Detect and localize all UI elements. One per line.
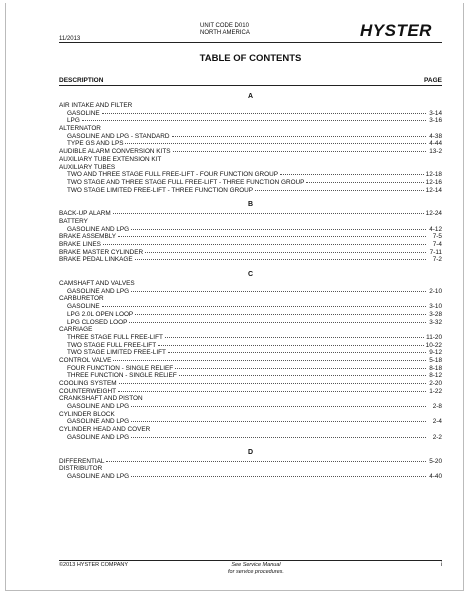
entry-page: 4-40	[429, 472, 442, 480]
entry-page: 2-4	[432, 418, 442, 426]
entry-page: 3-28	[429, 310, 442, 318]
entry-title: BATTERY	[59, 217, 88, 225]
toc-entry[interactable]	[59, 117, 442, 125]
entry-title: DISTRIBUTOR	[59, 465, 103, 473]
service-manual-note	[216, 562, 296, 575]
page-border-bottom	[5, 590, 464, 591]
entry-page: 8-18	[429, 364, 442, 372]
page-border-right	[463, 3, 464, 591]
toc-entry[interactable]	[59, 326, 442, 334]
entry-title: GASOLINE AND LPG	[67, 472, 130, 480]
entry-page: 12-16	[425, 178, 442, 186]
toc-entry[interactable]	[59, 465, 442, 473]
toc-entry[interactable]	[59, 280, 442, 288]
dot-leader	[135, 259, 426, 260]
entry-page: 7-2	[432, 256, 442, 264]
entry-page: 2-2	[432, 433, 442, 441]
toc-entry[interactable]	[59, 357, 442, 365]
toc-entry[interactable]	[59, 411, 442, 419]
entry-title: CYLINDER BLOCK	[59, 410, 115, 418]
toc-entry[interactable]	[59, 187, 442, 195]
toc-entry[interactable]	[59, 102, 442, 110]
toc-entry[interactable]	[59, 434, 442, 442]
entry-title: LPG CLOSED LOOP	[67, 318, 128, 326]
toc-entry[interactable]	[59, 171, 442, 179]
toc-entry[interactable]	[59, 233, 442, 241]
entry-page: 7-4	[432, 241, 442, 248]
dot-leader	[172, 136, 426, 137]
entry-title: LPG 2.0L OPEN LOOP	[67, 310, 134, 318]
entry-title: THREE FUNCTION - SINGLE RELIEF	[67, 372, 177, 380]
toc-entry[interactable]	[59, 226, 442, 234]
entry-title: GASOLINE	[67, 303, 100, 311]
toc-entry[interactable]	[59, 395, 442, 403]
toc-entry[interactable]	[59, 380, 442, 388]
region: NORTH AMERICA	[200, 30, 250, 36]
entry-page: 9-12	[429, 349, 442, 357]
entry-page: 1-22	[429, 387, 442, 395]
toc-entry[interactable]	[59, 140, 442, 148]
page-border-left	[5, 3, 6, 591]
dot-leader	[113, 360, 426, 361]
entry-title: TYPE GS AND LPS	[67, 140, 124, 148]
toc-entry[interactable]	[59, 311, 442, 319]
entry-title: LPG	[67, 117, 80, 125]
toc-entry[interactable]	[59, 156, 442, 164]
entry-title: FOUR FUNCTION - SINGLE RELIEF	[67, 364, 174, 372]
dot-leader	[131, 421, 426, 422]
column-header-rule	[59, 85, 442, 86]
section-letter: A	[247, 93, 254, 100]
entry-title: BRAKE ASSEMBLY	[59, 233, 117, 241]
entry-title: GASOLINE AND LPG	[67, 225, 130, 233]
unit-code-block	[200, 23, 310, 37]
unit-code: UNIT CODE D010	[200, 23, 249, 29]
dot-leader	[102, 113, 426, 114]
toc-entry[interactable]	[59, 148, 442, 156]
page-number: i	[440, 562, 442, 568]
entry-page: 7-11	[429, 248, 442, 256]
entry-page: 11-20	[426, 333, 442, 341]
entry-page: 7-5	[432, 233, 442, 241]
entry-title: ALTERNATOR	[59, 125, 101, 133]
toc-entry[interactable]	[59, 349, 442, 357]
entry-title: TWO STAGE LIMITED FREE-LIFT	[67, 349, 166, 357]
entry-page: 3-10	[429, 303, 442, 311]
dot-leader	[106, 461, 426, 462]
entry-title: BACK-UP ALARM	[59, 210, 111, 218]
entry-title: CRANKSHAFT AND PISTON	[59, 395, 143, 403]
dot-leader	[131, 291, 426, 292]
dot-leader	[145, 252, 426, 253]
entry-page: 5-18	[429, 356, 442, 364]
toc-entry[interactable]	[59, 210, 442, 218]
dot-leader	[173, 151, 426, 152]
entry-title: TWO STAGE AND THREE STAGE FULL FREE-LIFT - THREE FUNCTION GROUP	[67, 178, 305, 186]
note-line-1: See Service Manual	[231, 562, 281, 568]
issue-date: 11/2013	[59, 36, 81, 42]
entry-page: 3-14	[429, 109, 442, 117]
toc-entry[interactable]	[59, 179, 442, 187]
dot-leader	[168, 352, 426, 353]
toc-entry[interactable]	[59, 403, 442, 411]
toc-entry[interactable]	[59, 426, 442, 434]
entry-title: CAMSHAFT AND VALVES	[59, 280, 135, 288]
hyster-logo: HYSTER	[360, 21, 432, 40]
dot-leader	[280, 174, 424, 175]
entry-title: AIR INTAKE AND FILTER	[59, 102, 133, 109]
entry-page: 4-44	[429, 140, 442, 148]
entry-page: 5-20	[429, 457, 442, 465]
entry-page: 2-10	[429, 287, 442, 295]
dot-leader	[113, 213, 424, 214]
section-letter: B	[247, 201, 254, 209]
dot-leader	[131, 476, 426, 477]
dot-leader	[82, 120, 426, 121]
entry-title: AUXILIARY TUBES	[59, 163, 116, 171]
entry-title: CARBURETOR	[59, 295, 104, 303]
dot-leader	[135, 314, 426, 315]
entry-title: CARRIAGE	[59, 326, 93, 334]
entry-page: 3-32	[429, 318, 442, 326]
entry-page: 3-16	[429, 117, 442, 125]
entry-title: BRAKE MASTER CYLINDER	[59, 248, 144, 256]
dot-leader	[306, 182, 423, 183]
dot-leader	[255, 190, 424, 191]
dot-leader	[175, 368, 426, 369]
entry-title: THREE STAGE FULL FREE-LIFT	[67, 333, 163, 341]
section-letter: C	[247, 271, 254, 279]
entry-title: AUDIBLE ALARM CONVERSION KITS	[59, 148, 171, 156]
entry-page: 4-38	[429, 132, 442, 140]
toc-entry[interactable]	[59, 303, 442, 311]
toc-entry[interactable]	[59, 110, 442, 118]
dot-leader	[118, 391, 426, 392]
dot-leader	[131, 229, 426, 230]
dot-leader	[158, 345, 424, 346]
toc-entry[interactable]	[59, 288, 442, 296]
page-title: TABLE OF CONTENTS	[199, 53, 302, 64]
toc-entry[interactable]	[59, 133, 442, 141]
entry-title: GASOLINE AND LPG	[67, 403, 130, 411]
toc-entry[interactable]	[59, 388, 442, 396]
entry-title: COUNTERWEIGHT	[59, 387, 117, 395]
dot-leader	[118, 236, 426, 237]
entry-page: 4-12	[429, 225, 442, 233]
copyright: ©2013 HYSTER COMPANY	[59, 562, 129, 568]
entry-title: GASOLINE AND LPG	[67, 433, 130, 441]
entry-title: GASOLINE AND LPG	[67, 287, 130, 295]
entry-title: GASOLINE AND LPG - STANDARD	[67, 132, 170, 140]
dot-leader	[131, 437, 426, 438]
toc-entry[interactable]	[59, 256, 442, 264]
toc-entries	[59, 91, 442, 481]
toc-entry[interactable]	[59, 365, 442, 373]
entry-title: BRAKE LINES	[59, 241, 101, 248]
dot-leader	[165, 337, 424, 338]
entry-title: AUXILIARY TUBE EXTENSION KIT	[59, 155, 162, 163]
toc-entry[interactable]	[59, 319, 442, 327]
toc-entry[interactable]	[59, 295, 442, 303]
toc-entry[interactable]	[59, 418, 442, 426]
dot-leader	[102, 306, 426, 307]
entry-title: CYLINDER HEAD AND COVER	[59, 426, 151, 434]
toc-entry[interactable]	[59, 218, 442, 226]
entry-title: TWO STAGE FULL FREE-LIFT	[67, 341, 157, 349]
entry-page: 8-12	[429, 372, 442, 380]
toc-entry[interactable]	[59, 241, 442, 249]
toc-entry[interactable]	[59, 458, 442, 466]
dot-leader	[119, 383, 426, 384]
column-header-description: DESCRIPTION	[59, 77, 104, 84]
note-line-2: for service procedures.	[228, 568, 284, 575]
entry-title: DIFFERENTIAL	[59, 457, 105, 465]
footer-rule	[59, 560, 442, 561]
entry-title: TWO AND THREE STAGE FULL FREE-LIFT - FOUR FUNCTION GROUP	[67, 171, 279, 179]
entry-page: 12-18	[425, 171, 442, 179]
toc-entry[interactable]	[59, 372, 442, 380]
entry-page: 12-24	[425, 210, 442, 218]
toc-entry[interactable]	[59, 249, 442, 257]
toc-entry[interactable]	[59, 164, 442, 172]
entry-page: 10-22	[425, 341, 442, 349]
toc-entry[interactable]	[59, 473, 442, 481]
entry-title: COOLING SYSTEM	[59, 380, 117, 387]
dot-leader	[125, 143, 426, 144]
entry-title: CONTROL VALVE	[59, 356, 112, 364]
toc-entry[interactable]	[59, 342, 442, 350]
toc-entry[interactable]	[59, 334, 442, 342]
dot-leader	[103, 244, 426, 245]
entry-title: TWO STAGE LIMITED FREE-LIFT - THREE FUNCTION GROUP	[67, 186, 254, 194]
section-letter: D	[247, 448, 254, 456]
entry-page: 2-20	[429, 380, 442, 387]
entry-page: 13-2	[429, 148, 442, 156]
toc-entry[interactable]	[59, 125, 442, 133]
dot-leader	[179, 375, 426, 376]
entry-page: 12-14	[425, 186, 442, 194]
entry-title: GASOLINE	[67, 109, 100, 117]
dot-leader	[131, 406, 426, 407]
entry-title: BRAKE PEDAL LINKAGE	[59, 256, 133, 264]
dot-leader	[129, 322, 426, 323]
header-rule	[59, 42, 442, 43]
entry-title: GASOLINE AND LPG	[67, 418, 130, 426]
column-header-page: PAGE	[424, 77, 442, 84]
entry-page: 2-8	[432, 403, 442, 411]
